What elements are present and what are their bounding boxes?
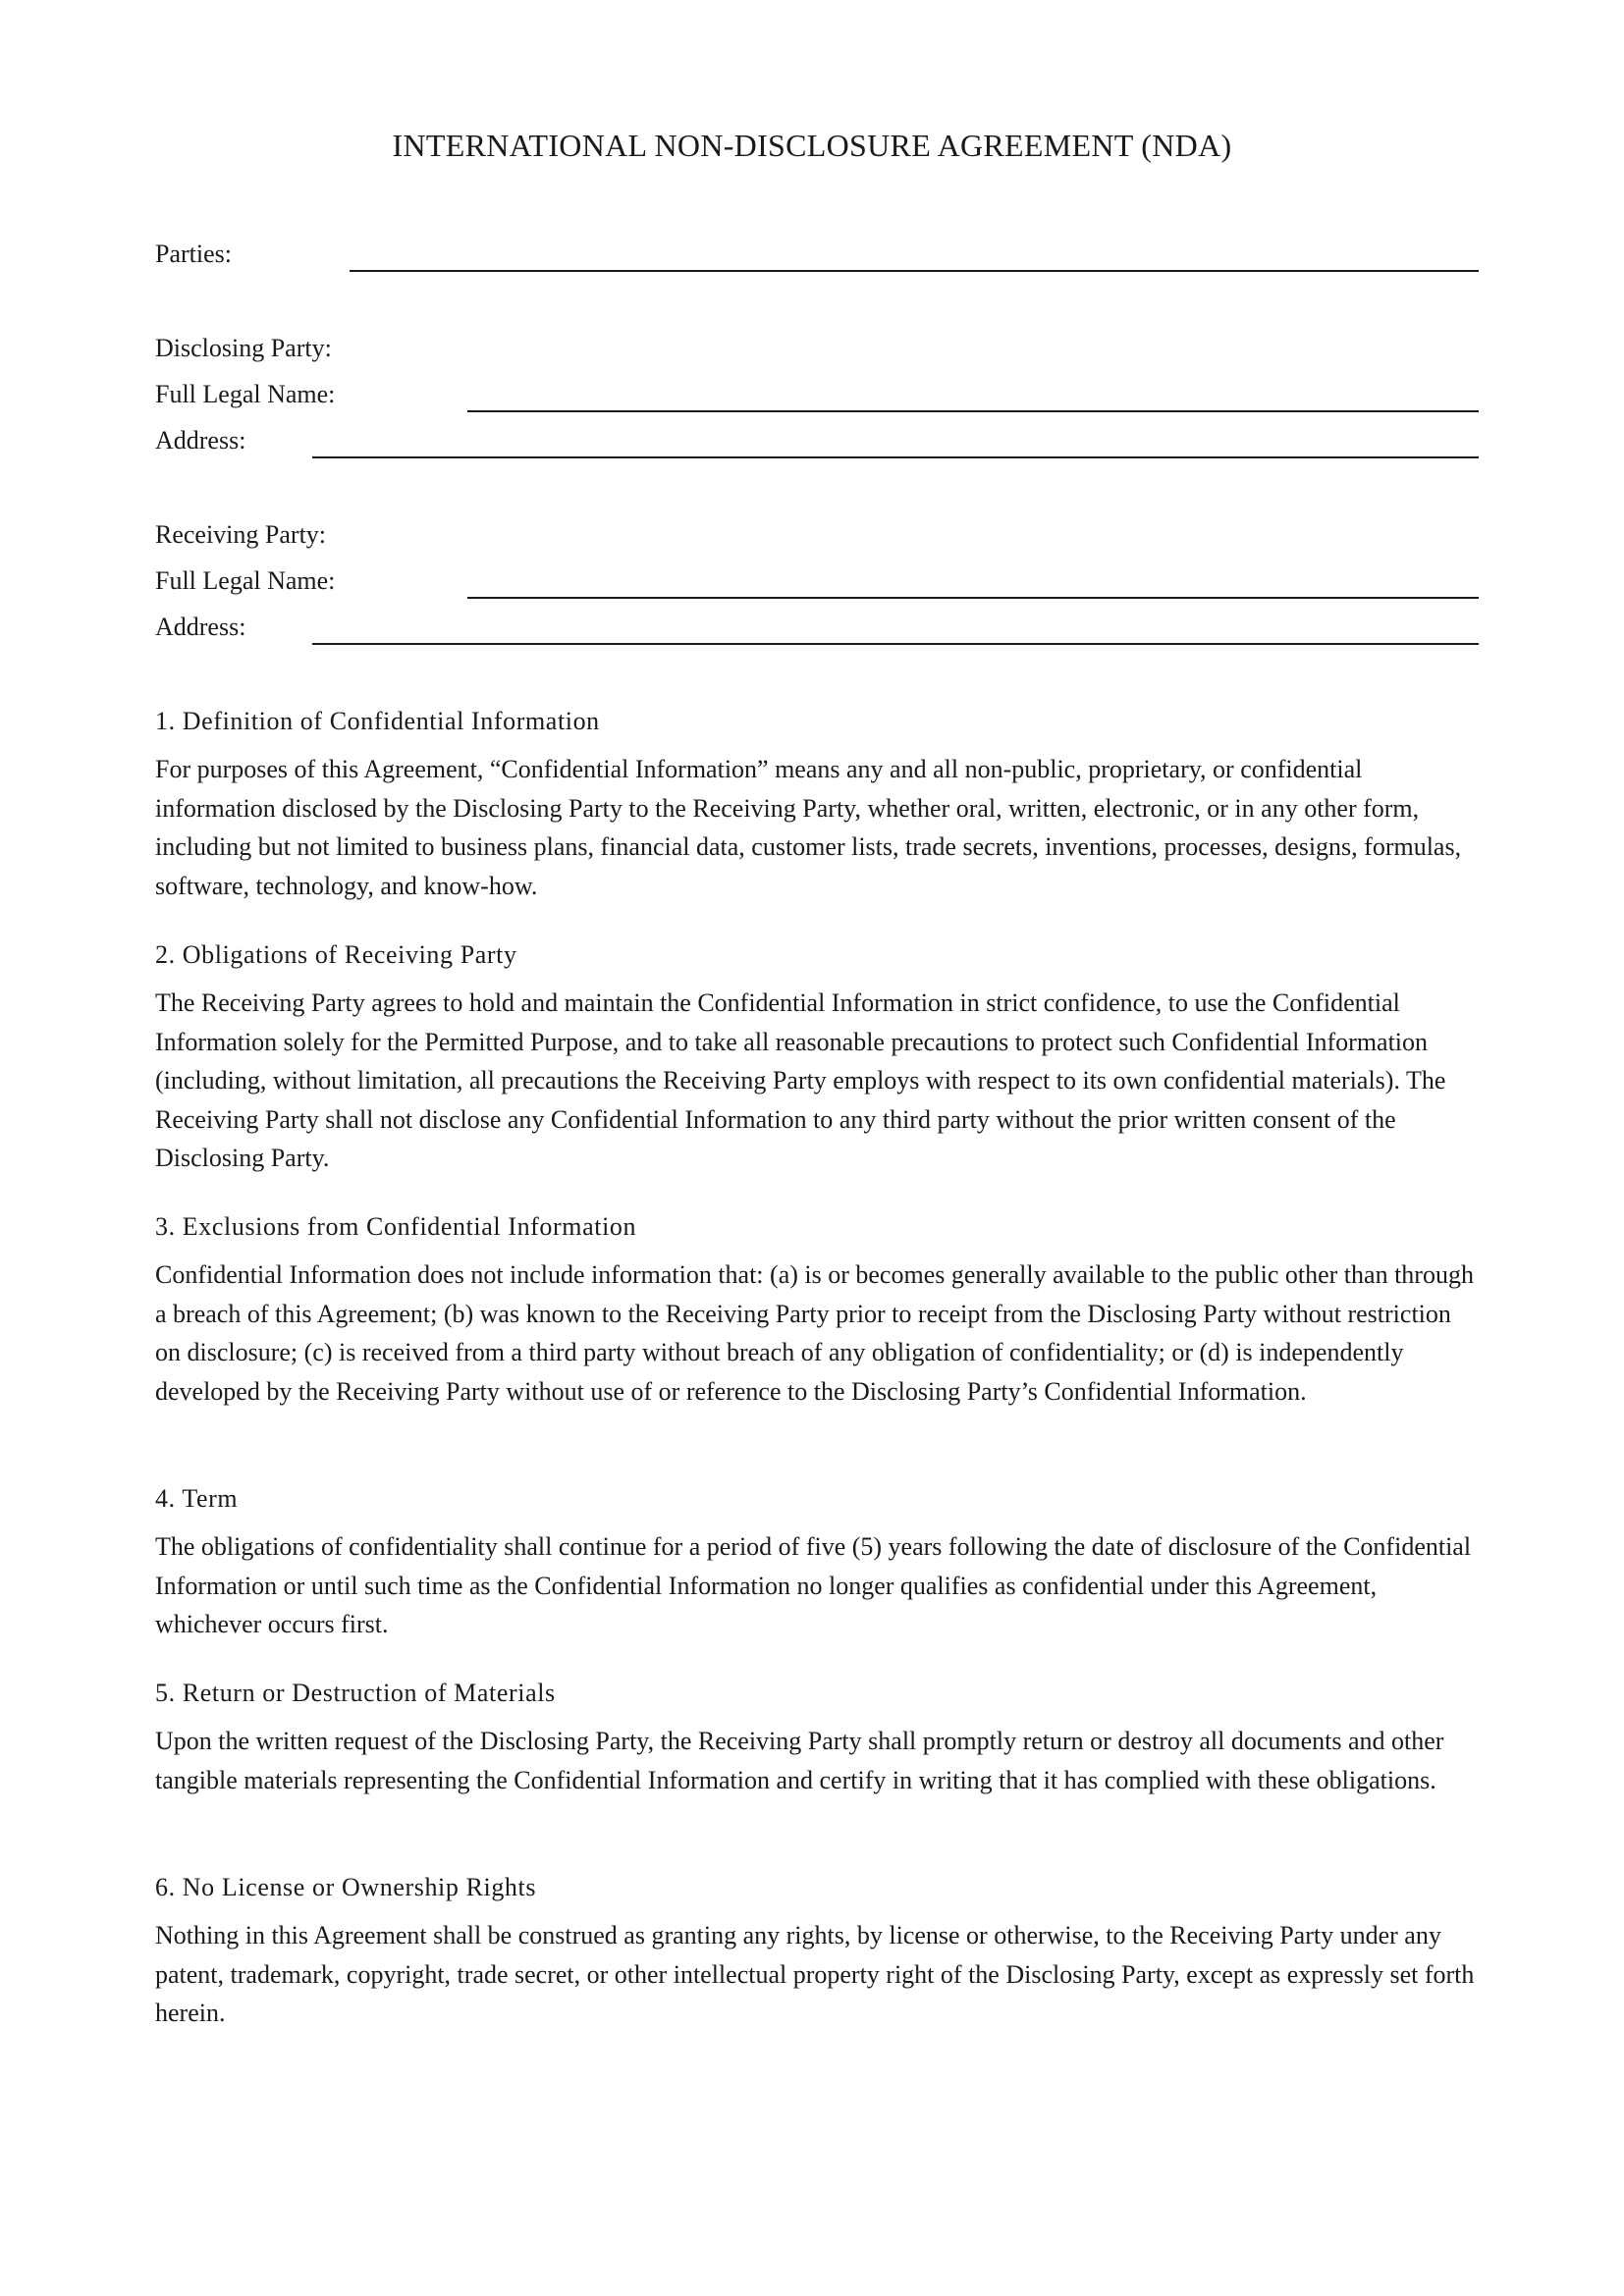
section-heading: 3. Exclusions from Confidential Information <box>155 1212 637 1241</box>
section-body: The Receiving Party agrees to hold and maintain the Confidential Information in strict confidence, to use the Confidential Information solely for the Permitted Purpose, and to take all reasonable precautions to protect such Confidential Information (including, without limitation, all precautions the Receiving Party employs with respect to its own confidential materials). The Receiving Party shall not disclose any Confidential Information to any third party without the prior written consent of the Disclosing Party. <box>155 988 1446 1172</box>
receiving-address-input-line[interactable] <box>312 643 1479 645</box>
parties-input-line[interactable] <box>350 270 1479 272</box>
receiving-full-name-label: Full Legal Name: <box>155 566 336 595</box>
section-body: Upon the written request of the Disclosing Party, the Receiving Party shall promptly return or destroy all documents and other tangible materials representing the Confidential Information and certify in writing that it has complied with these obligations. <box>155 1727 1444 1794</box>
disclosing-party-label: Disclosing Party: <box>155 334 332 362</box>
document-title: INTERNATIONAL NON-DISCLOSURE AGREEMENT (NDA) <box>392 128 1232 163</box>
section-heading: 4. Term <box>155 1484 239 1513</box>
section-body: Confidential Information does not include information that: (a) is or becomes generally available to the public other than through a breach of this Agreement; (b) was known to the Receiving Party prior to receipt from the Disclosing Party without restriction on disclosure; (c) is received from a third party without breach of any obligation of confidentiality; or (d) is independently developed by the Receiving Party without use of or reference to the Disclosing Party’s Confidential Information. <box>155 1260 1474 1406</box>
section-heading: 1. Definition of Confidential Information <box>155 707 600 735</box>
section-body: The obligations of confidentiality shall continue for a period of five (5) years following the date of disclosure of the Confidential Information or until such time as the Confidential Information no longer qualifies as confidential under this Agreement, whichever occurs first. <box>155 1532 1472 1638</box>
section-heading: 2. Obligations of Receiving Party <box>155 940 517 969</box>
parties-label: Parties: <box>155 240 232 268</box>
receiving-address-label: Address: <box>155 613 246 641</box>
section-body: Nothing in this Agreement shall be construed as granting any rights, by license or otherwise, to the Receiving Party under any patent, trademark, copyright, trade secret, or other intellectual property right of the Disclosing Party, except as expressly set forth herein. <box>155 1921 1475 2027</box>
section-heading: 5. Return or Destruction of Materials <box>155 1679 556 1707</box>
disclosing-address-input-line[interactable] <box>312 456 1479 458</box>
section-heading: 6. No License or Ownership Rights <box>155 1873 537 1901</box>
disclosing-full-name-input-line[interactable] <box>467 410 1479 412</box>
receiving-full-name-input-line[interactable] <box>467 597 1479 599</box>
section-body: For purposes of this Agreement, “Confidential Information” means any and all non-public, proprietary, or confidential information disclosed by the Disclosing Party to the Receiving Party, whether oral, written, electronic, or in any other form, including but not limited to business plans, financial data, customer lists, trade secrets, inventions, processes, designs, formulas, software, technology, and know-how. <box>155 755 1462 900</box>
receiving-party-label: Receiving Party: <box>155 520 327 549</box>
disclosing-address-label: Address: <box>155 426 246 454</box>
disclosing-full-name-label: Full Legal Name: <box>155 380 336 408</box>
